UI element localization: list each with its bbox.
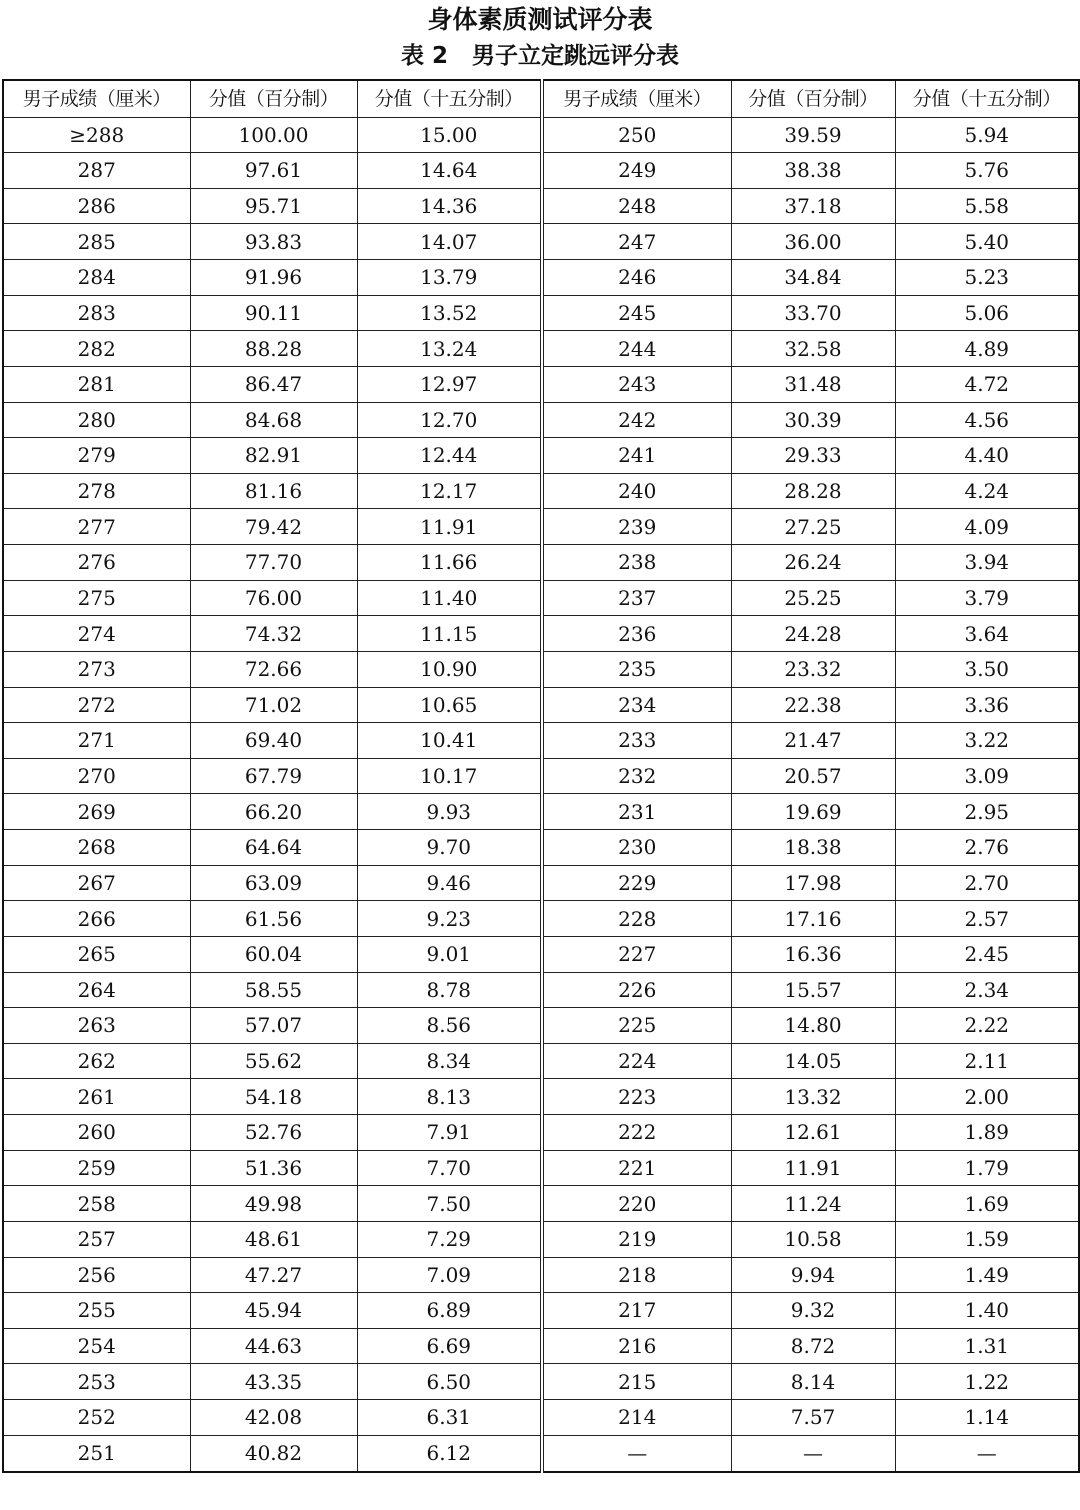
table-cell: 84.68: [190, 402, 357, 438]
header-cell: 分值（百分制）: [190, 80, 357, 117]
table-cell: 49.98: [190, 1186, 357, 1222]
table-cell: 240: [542, 473, 731, 509]
table-cell: 54.18: [190, 1079, 357, 1115]
table-row: [3, 1115, 1079, 1151]
header-cell: 分值（十五分制）: [895, 80, 1079, 117]
table-cell: 214: [542, 1400, 731, 1436]
table-cell: 251: [3, 1435, 190, 1472]
table-cell: 2.45: [895, 936, 1079, 972]
table-cell: 15.57: [731, 972, 895, 1008]
table-cell: 255: [3, 1293, 190, 1329]
table-cell: 15.00: [357, 117, 542, 153]
table-cell: 5.58: [895, 188, 1079, 224]
table-row: [3, 865, 1079, 901]
header-cell: 男子成绩（厘米）: [542, 80, 731, 117]
table-row: [3, 580, 1079, 616]
table-cell: 7.70: [357, 1150, 542, 1186]
table-row: [3, 1364, 1079, 1400]
table-cell: 281: [3, 366, 190, 402]
table-cell: 217: [542, 1293, 731, 1329]
table-cell: 225: [542, 1008, 731, 1044]
table-cell: 74.32: [190, 616, 357, 652]
table-cell: 275: [3, 580, 190, 616]
table-cell: 276: [3, 545, 190, 581]
table-cell: 252: [3, 1400, 190, 1436]
table-cell: 69.40: [190, 723, 357, 759]
table-cell: 237: [542, 580, 731, 616]
table-cell: 7.50: [357, 1186, 542, 1222]
table-cell: 236: [542, 616, 731, 652]
table-row: [3, 438, 1079, 474]
table-cell: 2.70: [895, 865, 1079, 901]
table-cell: 14.36: [357, 188, 542, 224]
table-cell: 11.15: [357, 616, 542, 652]
header-row: [3, 80, 1079, 117]
table-cell: 30.39: [731, 402, 895, 438]
table-cell: 20.57: [731, 758, 895, 794]
table-cell: 9.46: [357, 865, 542, 901]
table-cell: 3.94: [895, 545, 1079, 581]
table-cell: 1.59: [895, 1221, 1079, 1257]
table-cell: 4.09: [895, 509, 1079, 545]
table-cell: 42.08: [190, 1400, 357, 1436]
table-cell: 278: [3, 473, 190, 509]
table-cell: 2.11: [895, 1043, 1079, 1079]
table-row: [3, 545, 1079, 581]
table-cell: 285: [3, 224, 190, 260]
table-cell: 269: [3, 794, 190, 830]
table-cell: 1.31: [895, 1328, 1079, 1364]
table-cell: 2.76: [895, 830, 1079, 866]
header-cell: 分值（十五分制）: [357, 80, 542, 117]
table-cell: 8.72: [731, 1328, 895, 1364]
table-cell: 215: [542, 1364, 731, 1400]
table-cell: 38.38: [731, 153, 895, 189]
table-cell: 286: [3, 188, 190, 224]
table-row: [3, 936, 1079, 972]
table-cell: 231: [542, 794, 731, 830]
table-cell: 12.97: [357, 366, 542, 402]
table-cell: 23.32: [731, 651, 895, 687]
table-cell: 238: [542, 545, 731, 581]
table-cell: 284: [3, 260, 190, 296]
table-cell: 264: [3, 972, 190, 1008]
table-cell: 14.64: [357, 153, 542, 189]
table-cell: 8.78: [357, 972, 542, 1008]
table-cell: 256: [3, 1257, 190, 1293]
table-cell: 4.56: [895, 402, 1079, 438]
table-cell: 10.41: [357, 723, 542, 759]
table-cell: 1.49: [895, 1257, 1079, 1293]
table-cell: 9.23: [357, 901, 542, 937]
table-cell: 230: [542, 830, 731, 866]
table-cell: ≥288: [3, 117, 190, 153]
table-cell: —: [895, 1435, 1079, 1472]
table-row: [3, 509, 1079, 545]
table-cell: 3.64: [895, 616, 1079, 652]
table-cell: 277: [3, 509, 190, 545]
table-cell: 267: [3, 865, 190, 901]
table-cell: 72.66: [190, 651, 357, 687]
table-row: [3, 1150, 1079, 1186]
table-cell: 279: [3, 438, 190, 474]
table-cell: 9.01: [357, 936, 542, 972]
table-row: [3, 402, 1079, 438]
table-cell: 250: [542, 117, 731, 153]
table-cell: 233: [542, 723, 731, 759]
table-cell: 2.00: [895, 1079, 1079, 1115]
table-cell: 12.44: [357, 438, 542, 474]
table-cell: 1.40: [895, 1293, 1079, 1329]
table-cell: 257: [3, 1221, 190, 1257]
table-cell: 218: [542, 1257, 731, 1293]
table-cell: 7.57: [731, 1400, 895, 1436]
table-cell: 223: [542, 1079, 731, 1115]
table-cell: 5.76: [895, 153, 1079, 189]
table-row: [3, 188, 1079, 224]
table-cell: 51.36: [190, 1150, 357, 1186]
table-cell: 55.62: [190, 1043, 357, 1079]
table-row: [3, 1400, 1079, 1436]
table-cell: 97.61: [190, 153, 357, 189]
table-row: [3, 117, 1079, 153]
table-cell: 4.89: [895, 331, 1079, 367]
table-cell: 91.96: [190, 260, 357, 296]
table-cell: 248: [542, 188, 731, 224]
table-cell: 14.05: [731, 1043, 895, 1079]
table-cell: 40.82: [190, 1435, 357, 1472]
table-cell: 61.56: [190, 901, 357, 937]
table-cell: 216: [542, 1328, 731, 1364]
table-cell: 66.20: [190, 794, 357, 830]
table-cell: 8.34: [357, 1043, 542, 1079]
table-cell: 10.90: [357, 651, 542, 687]
page-title: 身体素质测试评分表: [427, 5, 653, 34]
table-row: [3, 295, 1079, 331]
table-cell: 5.06: [895, 295, 1079, 331]
table-cell: 2.34: [895, 972, 1079, 1008]
header-cell: 男子成绩（厘米）: [3, 80, 190, 117]
table-cell: 76.00: [190, 580, 357, 616]
table-row: [3, 1257, 1079, 1293]
table-cell: 34.84: [731, 260, 895, 296]
table-cell: 283: [3, 295, 190, 331]
table-cell: 93.83: [190, 224, 357, 260]
table-cell: 45.94: [190, 1293, 357, 1329]
table-cell: 6.69: [357, 1328, 542, 1364]
table-cell: 88.28: [190, 331, 357, 367]
table-cell: 16.36: [731, 936, 895, 972]
table-cell: 14.07: [357, 224, 542, 260]
table-cell: 2.95: [895, 794, 1079, 830]
table-row: [3, 830, 1079, 866]
table-row: [3, 901, 1079, 937]
table-cell: 12.61: [731, 1115, 895, 1151]
table-cell: 10.58: [731, 1221, 895, 1257]
table-row: [3, 153, 1079, 189]
table-cell: 263: [3, 1008, 190, 1044]
table-row: [3, 1221, 1079, 1257]
table-row: [3, 1435, 1079, 1472]
table-cell: 47.27: [190, 1257, 357, 1293]
table-cell: 247: [542, 224, 731, 260]
table-row: [3, 1293, 1079, 1329]
table-cell: 6.31: [357, 1400, 542, 1436]
table-cell: 44.63: [190, 1328, 357, 1364]
table-cell: 10.17: [357, 758, 542, 794]
table-cell: 280: [3, 402, 190, 438]
table-cell: 4.24: [895, 473, 1079, 509]
table-cell: 1.14: [895, 1400, 1079, 1436]
table-cell: 246: [542, 260, 731, 296]
table-cell: 229: [542, 865, 731, 901]
table-cell: 5.94: [895, 117, 1079, 153]
table-cell: 48.61: [190, 1221, 357, 1257]
table-cell: 245: [542, 295, 731, 331]
table-cell: 19.69: [731, 794, 895, 830]
table-cell: 11.91: [731, 1150, 895, 1186]
table-cell: 18.38: [731, 830, 895, 866]
table-cell: 86.47: [190, 366, 357, 402]
table-cell: 14.80: [731, 1008, 895, 1044]
table-cell: 11.91: [357, 509, 542, 545]
table-cell: 27.25: [731, 509, 895, 545]
table-subtitle: 表 2 男子立定跳远评分表: [400, 43, 680, 69]
table-row: [3, 616, 1079, 652]
table-cell: 58.55: [190, 972, 357, 1008]
table-cell: 232: [542, 758, 731, 794]
table-cell: 3.09: [895, 758, 1079, 794]
table-cell: 4.72: [895, 366, 1079, 402]
table-cell: 273: [3, 651, 190, 687]
table-cell: 272: [3, 687, 190, 723]
table-row: [3, 1328, 1079, 1364]
table-row: [3, 1186, 1079, 1222]
table-cell: 266: [3, 901, 190, 937]
table-cell: 26.24: [731, 545, 895, 581]
table-cell: 10.65: [357, 687, 542, 723]
table-cell: 234: [542, 687, 731, 723]
table-cell: 219: [542, 1221, 731, 1257]
table-cell: 25.25: [731, 580, 895, 616]
table-cell: 1.79: [895, 1150, 1079, 1186]
table-cell: 282: [3, 331, 190, 367]
table-cell: 268: [3, 830, 190, 866]
table-cell: 265: [3, 936, 190, 972]
table-cell: 244: [542, 331, 731, 367]
table-row: [3, 651, 1079, 687]
table-cell: 249: [542, 153, 731, 189]
table-cell: 228: [542, 901, 731, 937]
table-cell: 260: [3, 1115, 190, 1151]
table-cell: 6.50: [357, 1364, 542, 1400]
table-cell: 36.00: [731, 224, 895, 260]
table-cell: 224: [542, 1043, 731, 1079]
table-cell: 5.23: [895, 260, 1079, 296]
table-row: [3, 794, 1079, 830]
table-cell: 1.69: [895, 1186, 1079, 1222]
table-cell: 5.40: [895, 224, 1079, 260]
table-cell: 7.29: [357, 1221, 542, 1257]
table-cell: 100.00: [190, 117, 357, 153]
table-cell: 24.28: [731, 616, 895, 652]
table-cell: 11.24: [731, 1186, 895, 1222]
table-cell: 9.94: [731, 1257, 895, 1293]
table-row: [3, 331, 1079, 367]
table-cell: 221: [542, 1150, 731, 1186]
table-cell: 2.57: [895, 901, 1079, 937]
table-cell: 31.48: [731, 366, 895, 402]
table-cell: 6.89: [357, 1293, 542, 1329]
table-cell: 1.22: [895, 1364, 1079, 1400]
table-cell: 17.16: [731, 901, 895, 937]
table-cell: 241: [542, 438, 731, 474]
table-row: [3, 972, 1079, 1008]
table-cell: 271: [3, 723, 190, 759]
table-cell: 71.02: [190, 687, 357, 723]
table-cell: 243: [542, 366, 731, 402]
table-cell: 11.40: [357, 580, 542, 616]
table-cell: 270: [3, 758, 190, 794]
table-cell: 77.70: [190, 545, 357, 581]
table-cell: 95.71: [190, 188, 357, 224]
table-cell: 12.17: [357, 473, 542, 509]
table-cell: 8.13: [357, 1079, 542, 1115]
table-cell: 261: [3, 1079, 190, 1115]
table-row: [3, 758, 1079, 794]
table-cell: 60.04: [190, 936, 357, 972]
table-cell: 21.47: [731, 723, 895, 759]
table-cell: 90.11: [190, 295, 357, 331]
table-cell: 3.36: [895, 687, 1079, 723]
table-cell: 57.07: [190, 1008, 357, 1044]
table-cell: 39.59: [731, 117, 895, 153]
table-cell: 254: [3, 1328, 190, 1364]
table-cell: 6.12: [357, 1435, 542, 1472]
table-cell: 3.50: [895, 651, 1079, 687]
table-cell: 222: [542, 1115, 731, 1151]
table-cell: 220: [542, 1186, 731, 1222]
table-cell: 8.56: [357, 1008, 542, 1044]
table-cell: 9.32: [731, 1293, 895, 1329]
table-cell: 79.42: [190, 509, 357, 545]
table-cell: 4.40: [895, 438, 1079, 474]
table-cell: 43.35: [190, 1364, 357, 1400]
table-cell: 242: [542, 402, 731, 438]
table-cell: 13.32: [731, 1079, 895, 1115]
table-cell: —: [731, 1435, 895, 1472]
table-cell: 11.66: [357, 545, 542, 581]
table-cell: 287: [3, 153, 190, 189]
table-cell: 9.93: [357, 794, 542, 830]
header-cell: 分值（百分制）: [731, 80, 895, 117]
table-row: [3, 260, 1079, 296]
table-cell: —: [542, 1435, 731, 1472]
table-cell: 52.76: [190, 1115, 357, 1151]
table-cell: 67.79: [190, 758, 357, 794]
table-row: [3, 473, 1079, 509]
table-cell: 7.91: [357, 1115, 542, 1151]
table-row: [3, 687, 1079, 723]
table-cell: 258: [3, 1186, 190, 1222]
table-cell: 274: [3, 616, 190, 652]
table-row: [3, 1043, 1079, 1079]
table-cell: 239: [542, 509, 731, 545]
table-cell: 32.58: [731, 331, 895, 367]
table-row: [3, 1079, 1079, 1115]
table-cell: 3.22: [895, 723, 1079, 759]
table-cell: 13.24: [357, 331, 542, 367]
table-cell: 63.09: [190, 865, 357, 901]
table-cell: 2.22: [895, 1008, 1079, 1044]
table-cell: 227: [542, 936, 731, 972]
table-row: [3, 1008, 1079, 1044]
table-cell: 262: [3, 1043, 190, 1079]
table-cell: 259: [3, 1150, 190, 1186]
table-row: [3, 224, 1079, 260]
table-cell: 9.70: [357, 830, 542, 866]
table-cell: 235: [542, 651, 731, 687]
table-cell: 64.64: [190, 830, 357, 866]
table-cell: 28.28: [731, 473, 895, 509]
table-cell: 226: [542, 972, 731, 1008]
table-row: [3, 723, 1079, 759]
table-cell: 22.38: [731, 687, 895, 723]
score-table: [2, 79, 1080, 1473]
table-cell: 7.09: [357, 1257, 542, 1293]
table-cell: 33.70: [731, 295, 895, 331]
table-cell: 13.52: [357, 295, 542, 331]
table-cell: 29.33: [731, 438, 895, 474]
table-cell: 37.18: [731, 188, 895, 224]
table-cell: 13.79: [357, 260, 542, 296]
table-cell: 17.98: [731, 865, 895, 901]
table-cell: 253: [3, 1364, 190, 1400]
table-row: [3, 366, 1079, 402]
table-cell: 81.16: [190, 473, 357, 509]
table-body: [3, 117, 1079, 1472]
table-cell: 3.79: [895, 580, 1079, 616]
table-cell: 1.89: [895, 1115, 1079, 1151]
table-cell: 12.70: [357, 402, 542, 438]
table-cell: 8.14: [731, 1364, 895, 1400]
table-cell: 82.91: [190, 438, 357, 474]
